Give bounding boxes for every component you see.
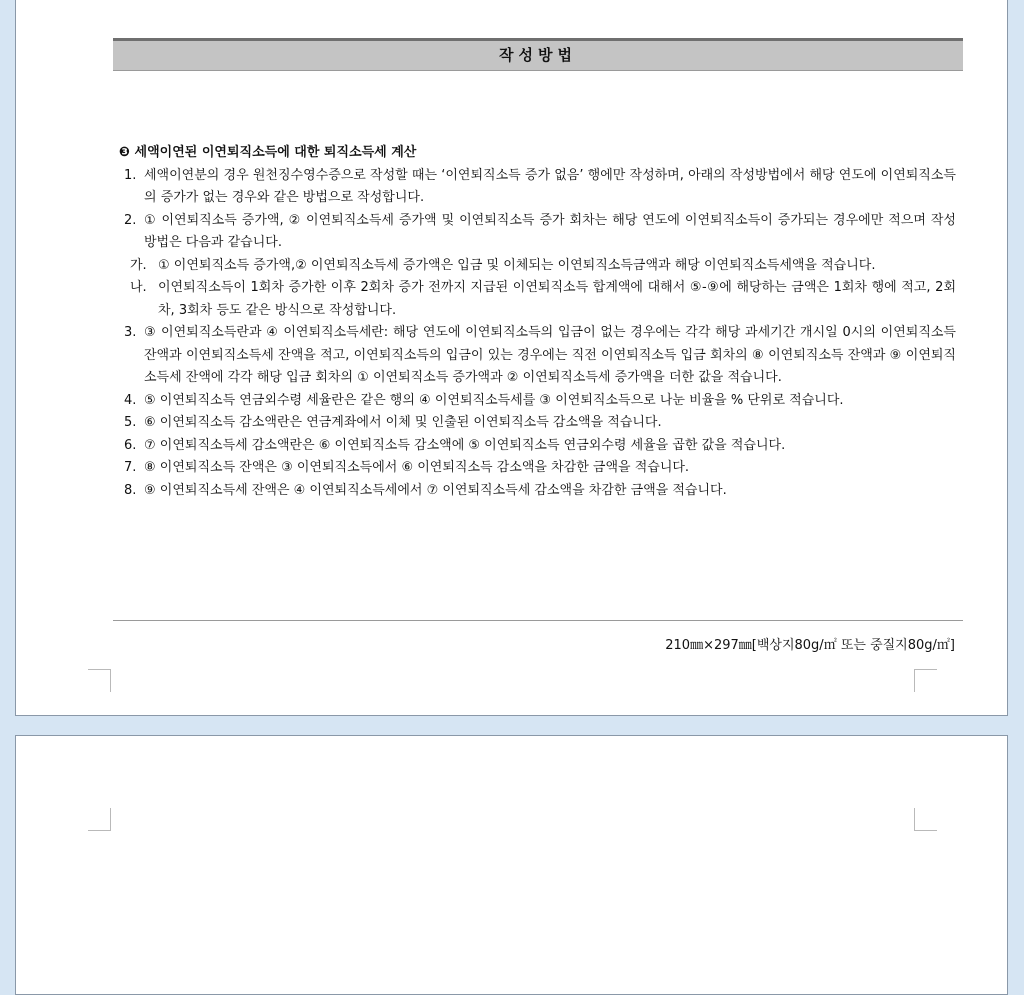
item-text: 이연퇴직소득이 1회차 증가한 이후 2회차 증가 전까지 지급된 이연퇴직소득 합계액에 대해서 ⑤-⑨에 해당하는 금액은 1회차 행에 적고, 2회차, 3회차 등도 같은 방식으로 작성합니다. <box>158 280 956 318</box>
instruction-item-3 <box>116 322 956 390</box>
instruction-item-4 <box>116 390 956 413</box>
instruction-item-8 <box>116 480 956 503</box>
footer-divider <box>113 620 963 621</box>
item-marker: 4. <box>124 392 137 408</box>
instruction-item-7 <box>116 457 956 480</box>
margin-corner-mark <box>88 669 111 692</box>
item-marker: 나. <box>130 280 147 295</box>
margin-corner-mark <box>914 808 937 831</box>
item-text: ⑥ 이연퇴직소득 감소액란은 연금계좌에서 이체 및 인출된 이연퇴직소득 감소액을 적습니다. <box>144 415 662 430</box>
section-title: ❸ 세액이연된 이연퇴직소득에 대한 퇴직소득세 계산 <box>119 145 417 160</box>
instructions-header <box>113 38 963 71</box>
paper-spec: 210㎜×297㎜[백상지80g/㎡ 또는 중질지80g/㎡] <box>665 638 955 653</box>
item-marker: 1. <box>124 167 137 183</box>
instructions-content <box>116 142 956 502</box>
item-marker: 2. <box>124 212 137 228</box>
item-text: ⑦ 이연퇴직소득세 감소액란은 ⑥ 이연퇴직소득 감소액에 ⑤ 이연퇴직소득 연금외수령 세율을 곱한 값을 적습니다. <box>144 437 786 453</box>
document-page-2 <box>15 735 1008 995</box>
item-marker: 5. <box>124 415 137 430</box>
item-marker: 가. <box>130 257 147 273</box>
item-text: ⑧ 이연퇴직소득 잔액은 ③ 이연퇴직소득에서 ⑥ 이연퇴직소득 감소액을 차감한 금액을 적습니다. <box>144 460 690 475</box>
instruction-subitem-ga <box>116 255 956 278</box>
item-marker: 3. <box>124 325 137 340</box>
instruction-subitem-na <box>116 277 956 322</box>
header-title: 작성방법 <box>499 46 577 64</box>
item-text: ⑤ 이연퇴직소득 연금외수령 세율란은 같은 행의 ④ 이연퇴직소득세를 ③ 이연퇴직소득으로 나눈 비율을 % 단위로 적습니다. <box>144 392 844 408</box>
item-text: ① 이연퇴직소득 증가액, ② 이연퇴직소득세 증가액 및 이연퇴직소득 증가 회차는 해당 연도에 이연퇴직소득이 증가되는 경우에만 적으며 작성 방법은 다음과 같습니다. <box>144 212 956 250</box>
item-text: 세액이연분의 경우 원천징수영수증으로 작성할 때는 ‘이연퇴직소득 증가 없음’ 행에만 작성하며, 아래의 작성방법에서 해당 연도에 이연퇴직소득의 증가가 없는 경우와 같은 방법으로 작성합니다. <box>144 167 956 205</box>
item-text: ① 이연퇴직소득 증가액,② 이연퇴직소득세 증가액은 입금 및 이체되는 이연퇴직소득금액과 해당 이연퇴직소득세액을 적습니다. <box>158 257 876 273</box>
instruction-item-1 <box>116 165 956 210</box>
item-text: ⑨ 이연퇴직소득세 잔액은 ④ 이연퇴직소득세에서 ⑦ 이연퇴직소득세 감소액을 차감한 금액을 적습니다. <box>144 482 727 498</box>
instruction-item-2 <box>116 210 956 255</box>
item-text: ③ 이연퇴직소득란과 ④ 이연퇴직소득세란: 해당 연도에 이연퇴직소득의 입금이 없는 경우에는 각각 해당 과세기간 개시일 0시의 이연퇴직소득 잔액과 이연퇴직소득세 잔액을 적고, 이연퇴직소득의 입금이 있는 경우에는 직전 이연퇴직소득 입금 회차의 ⑧ 이연퇴직소득 잔액과 ⑨ 이연퇴직소득세 잔액에 각각 해당 입금 회차의 ① 이연퇴직소득 증가액과 ② 이연퇴직소득세 증가액을 더한 값을 적습니다. <box>144 325 956 385</box>
margin-corner-mark <box>914 669 937 692</box>
margin-corner-mark <box>88 808 111 831</box>
item-marker: 8. <box>124 482 137 498</box>
item-marker: 6. <box>124 437 137 453</box>
instruction-item-6 <box>116 435 956 458</box>
document-page-1 <box>15 0 1008 716</box>
instruction-item-5 <box>116 412 956 435</box>
item-marker: 7. <box>124 460 137 475</box>
